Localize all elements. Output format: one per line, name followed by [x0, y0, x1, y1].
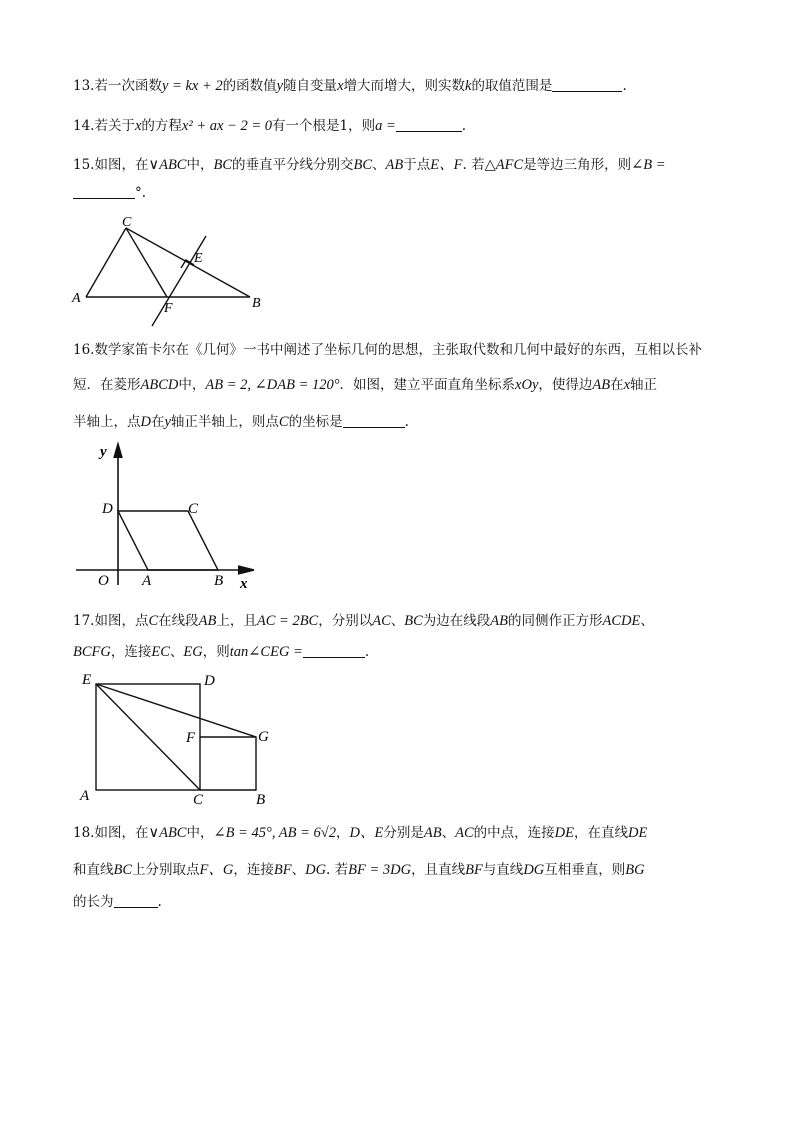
question-text: 半轴上，点 [73, 414, 141, 430]
question-text: 是等边三角形，则 [523, 157, 632, 173]
math-expression: ∠B = 45°, AB = 6√2 [213, 825, 337, 841]
question-text: ，连接 [110, 644, 152, 660]
math-variable: x [623, 377, 631, 393]
point-label-g: G [258, 729, 269, 745]
answer-blank[interactable] [552, 77, 622, 92]
question-text: 、 [372, 157, 386, 173]
point-label-e: E [82, 672, 92, 688]
question-text: 16.数学家笛卡尔在《几何》一书中阐述了坐标几何的思想，主张取代数和几何中最好的东西，互相以长补 [73, 342, 702, 358]
question-text: 短．在菱形 [73, 377, 141, 393]
math-expression: BG [625, 862, 645, 878]
question-number: 17. [73, 613, 95, 629]
segment-cf [126, 228, 167, 297]
question-text: 、 [640, 613, 654, 629]
math-variable: y [276, 78, 284, 94]
question-text: . [622, 78, 627, 94]
question-text: ，在直线 [573, 825, 628, 841]
math-expression: ACDE [602, 613, 641, 629]
question-text: ，且直线 [411, 862, 466, 878]
math-expression: BF = 3DG [348, 862, 412, 878]
question-text: 如图，在 [94, 157, 149, 173]
point-label-e: E [194, 251, 203, 266]
question-text: 、 [441, 825, 456, 841]
square-bcfg [200, 737, 256, 790]
math-expression: AB [385, 157, 404, 173]
question-text: 中， [178, 377, 206, 393]
question-15-line2 [73, 184, 146, 201]
question-text: ，则 [202, 644, 230, 660]
math-expression: BC [113, 862, 133, 878]
question-text: . [157, 894, 162, 910]
math-expression: AB [198, 613, 217, 629]
math-expression: BC [353, 157, 373, 173]
answer-blank[interactable] [73, 184, 135, 199]
question-text: 的中点，连接 [473, 825, 555, 841]
question-text: 轴正 [630, 377, 658, 393]
question-text: 与直线 [482, 862, 524, 878]
math-expression: D、E [349, 825, 384, 841]
question-text: . [404, 414, 409, 430]
math-variable: C [278, 414, 289, 430]
perpendicular-bisector [152, 236, 206, 326]
point-label-c: C [188, 501, 199, 517]
question-text: 、 [390, 613, 405, 629]
question-13 [73, 74, 627, 95]
figure-16 [74, 440, 264, 592]
axis-label-x: x [240, 576, 248, 592]
question-text: 上，且 [216, 613, 257, 629]
question-text: 随自变量 [283, 78, 338, 94]
math-expression: DE [554, 825, 574, 841]
answer-blank[interactable] [343, 413, 405, 428]
question-text: . 若 [326, 862, 349, 878]
math-expression: EC [151, 644, 170, 660]
math-expression: y = kx + 2 [161, 78, 223, 94]
segment-cb [126, 228, 250, 297]
math-expression: ∠B = [631, 157, 666, 173]
question-text: . 若 [462, 157, 485, 173]
answer-blank[interactable] [114, 893, 158, 908]
math-expression: AB [423, 825, 442, 841]
math-expression: AB = 2, ∠DAB = 120° [205, 377, 340, 393]
question-text: . [364, 644, 370, 660]
point-label-b: B [214, 573, 224, 589]
math-variable: x [337, 78, 344, 94]
question-text: 增大而增大，则实数 [343, 78, 465, 94]
answer-blank[interactable] [396, 117, 462, 132]
question-text: 中， [186, 825, 214, 841]
math-expression: AB [592, 377, 611, 393]
math-variable: D [140, 414, 151, 430]
figure-17 [76, 668, 276, 808]
math-expression: E、F [430, 157, 463, 173]
question-text: 的坐标是 [288, 414, 343, 430]
axis-label-y: y [100, 444, 107, 460]
question-text: ．如图，建立平面直角坐标系 [339, 377, 516, 393]
question-text: 轴正半轴上，则点 [170, 414, 279, 430]
question-text: 的长为 [73, 894, 114, 910]
question-text: 、 [291, 862, 306, 878]
math-expression: BC [404, 613, 423, 629]
question-text: 在 [150, 414, 165, 430]
point-label-d: D [102, 501, 113, 517]
question-17-line2 [73, 640, 369, 661]
point-label-a: A [142, 573, 152, 589]
point-label-b: B [252, 296, 261, 311]
question-text: 的同侧作正方形 [508, 613, 603, 629]
math-expression: EG [183, 644, 203, 660]
point-label-f: F [186, 730, 196, 746]
x-axis-arrow [238, 566, 254, 574]
question-text: 的函数值 [222, 78, 277, 94]
math-expression: tan∠CEG = [229, 644, 303, 660]
question-18-line3 [73, 890, 162, 910]
y-axis-arrow [114, 444, 122, 458]
math-expression: ∨ABC [148, 157, 187, 173]
math-expression: BF [465, 862, 483, 878]
question-18 [73, 821, 647, 842]
point-label-b: B [256, 792, 266, 808]
question-text: . [461, 118, 467, 134]
question-text: 在 [610, 377, 624, 393]
point-label-f: F [164, 301, 173, 316]
math-expression: DE [627, 825, 648, 841]
question-number: 13. [73, 78, 95, 94]
question-text: 的垂直平分线分别交 [232, 157, 354, 173]
question-text: ，连接 [233, 862, 274, 878]
question-number: 15. [73, 157, 95, 173]
point-label-d: D [204, 673, 215, 689]
math-expression: a = [375, 118, 396, 134]
segment-ec [96, 684, 200, 790]
question-text: 的取值范围是 [471, 78, 553, 94]
question-number: 18. [73, 825, 95, 841]
math-expression: BCFG [73, 644, 111, 660]
rhombus-abcd [118, 511, 218, 570]
question-15 [73, 153, 666, 174]
figure-15 [60, 212, 275, 332]
math-expression: AC [455, 825, 474, 841]
segment-eg [96, 684, 256, 737]
point-label-c: C [122, 215, 132, 230]
question-text: ，使得边 [538, 377, 593, 393]
question-text: 于点 [403, 157, 431, 173]
segment-ca [86, 228, 126, 297]
question-text: 若关于 [94, 118, 135, 134]
question-text: °. [135, 185, 147, 201]
question-14 [73, 114, 466, 135]
math-expression: AC = 2BC [256, 613, 319, 629]
question-16 [73, 338, 702, 358]
question-text: 如图，在 [94, 825, 149, 841]
question-text: 、 [169, 644, 184, 660]
math-expression: x² + ax − 2 = 0 [181, 118, 272, 134]
question-text: 的方程 [141, 118, 182, 134]
point-label-a: A [80, 788, 90, 804]
question-text: 如图，点 [94, 613, 149, 629]
math-expression: AC [372, 613, 391, 629]
question-17 [73, 609, 654, 630]
math-expression: xOy [515, 377, 539, 393]
math-expression: DG [523, 862, 545, 878]
question-text: 有一个根是1，则 [272, 118, 376, 134]
math-expression: DG [305, 862, 327, 878]
point-label-a: A [72, 291, 81, 306]
math-expression: ∨ABC [148, 825, 187, 841]
math-variable: k [465, 78, 472, 94]
question-number: 14. [73, 118, 95, 134]
math-variable: C [148, 613, 159, 629]
answer-blank[interactable] [303, 643, 365, 658]
math-expression: BF [273, 862, 292, 878]
question-text: 在线段 [158, 613, 199, 629]
point-label-c: C [193, 792, 204, 808]
math-expression: F、G [199, 862, 234, 878]
math-variable: y [164, 414, 171, 430]
question-text: 为边在线段 [422, 613, 491, 629]
question-text: 上分别取点 [132, 862, 200, 878]
question-text: ，分别以 [318, 613, 373, 629]
question-text: 和直线 [73, 862, 114, 878]
question-text: 若一次函数 [94, 78, 162, 94]
question-text: 互相垂直，则 [544, 862, 626, 878]
math-expression: AB [490, 613, 508, 629]
question-16-line2 [73, 373, 657, 394]
math-expression: ABCD [140, 377, 179, 393]
question-16-line3 [73, 410, 409, 431]
question-text: ， [336, 825, 350, 841]
math-expression: BC [213, 157, 233, 173]
math-variable: x [134, 118, 142, 134]
question-text: 分别是 [383, 825, 424, 841]
point-label-o: O [98, 573, 109, 589]
math-expression: △AFC [484, 157, 524, 173]
question-text: 中， [186, 157, 214, 173]
question-18-line2 [73, 858, 645, 879]
